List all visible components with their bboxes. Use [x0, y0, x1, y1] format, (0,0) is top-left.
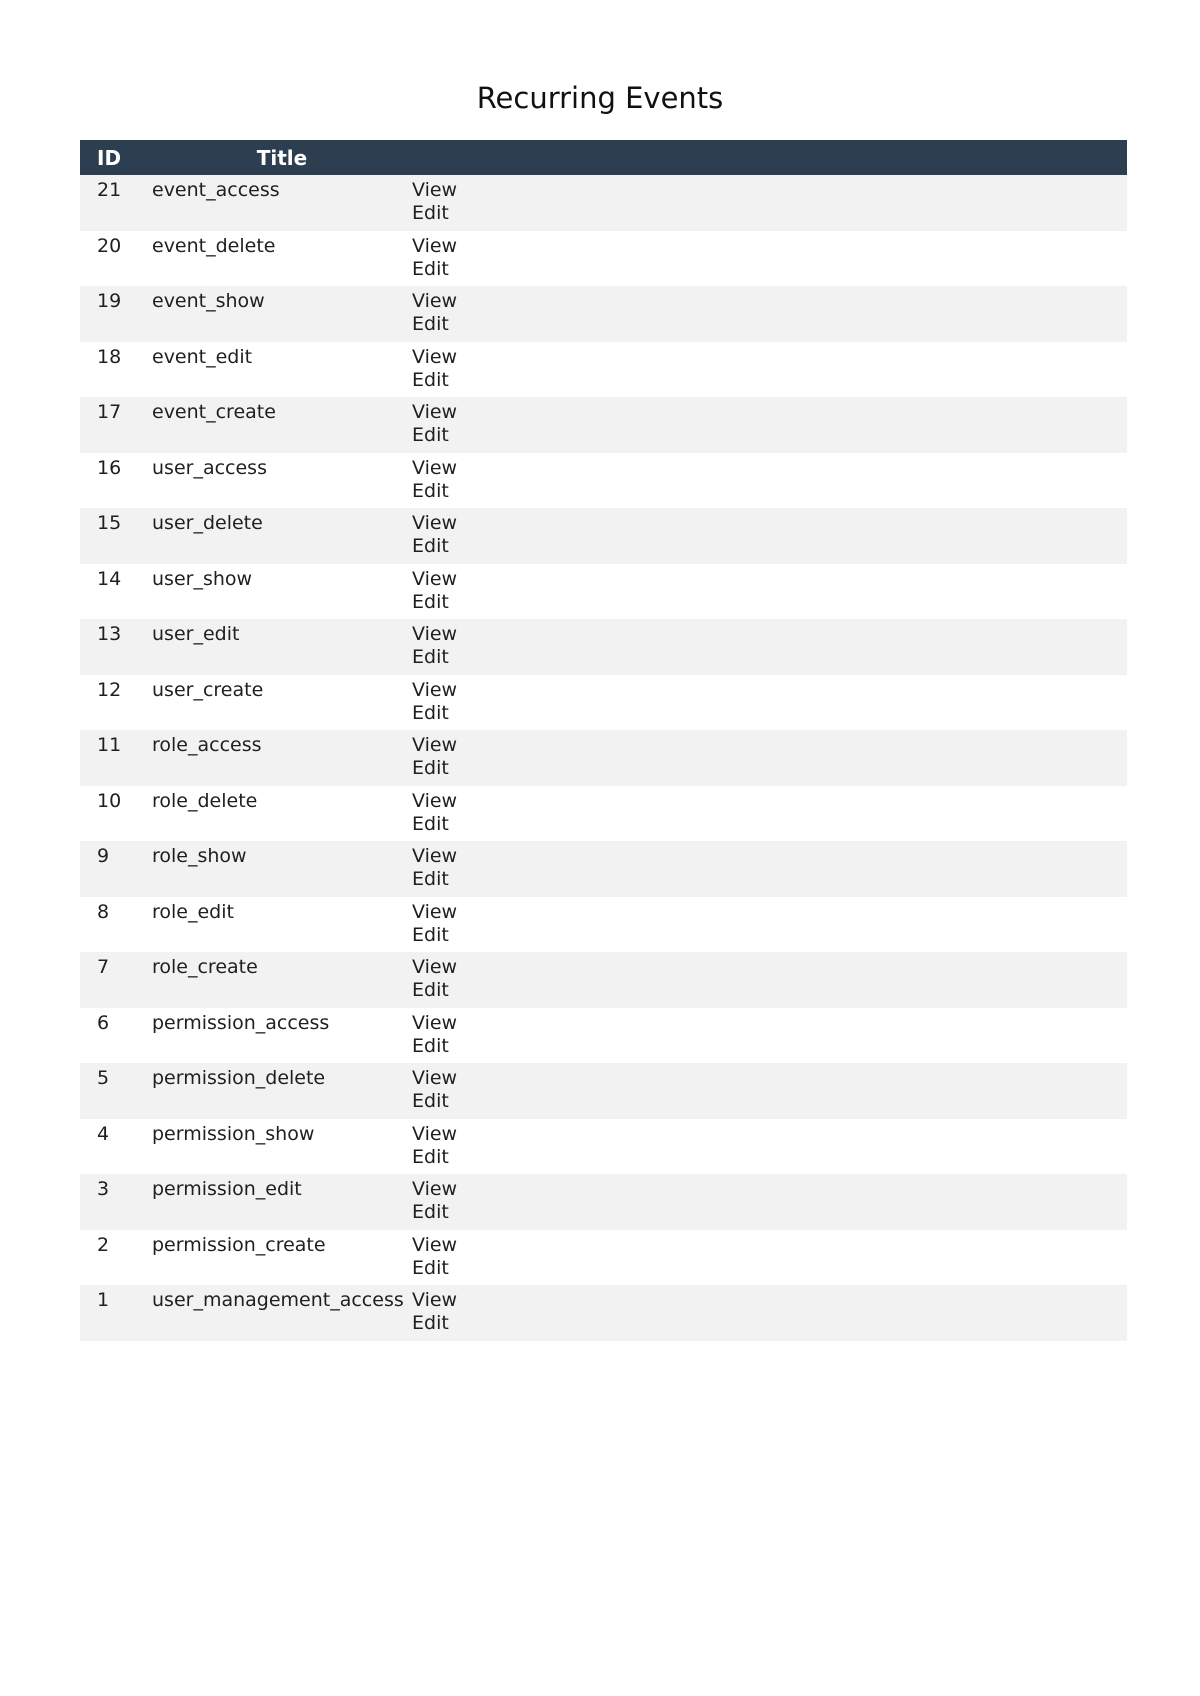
- view-link[interactable]: View: [412, 456, 458, 479]
- cell-actions: [412, 342, 1127, 398]
- edit-link[interactable]: Edit: [412, 868, 449, 890]
- cell-actions: [412, 1285, 1127, 1341]
- table-row: [80, 1119, 1127, 1175]
- view-link[interactable]: View: [412, 900, 458, 923]
- edit-link[interactable]: Edit: [412, 368, 449, 391]
- cell-title: user_delete: [152, 512, 263, 534]
- cell-id: 10: [97, 789, 122, 812]
- cell-actions: [412, 675, 1127, 731]
- edit-link[interactable]: Edit: [412, 1256, 449, 1279]
- edit-link[interactable]: Edit: [412, 646, 449, 668]
- table-row: [80, 619, 1127, 675]
- table-row: [80, 175, 1127, 231]
- cell-id: 3: [97, 1178, 110, 1200]
- edit-link[interactable]: Edit: [412, 479, 449, 502]
- view-link[interactable]: View: [412, 789, 458, 812]
- cell-title: user_edit: [152, 623, 240, 645]
- cell-id: 7: [97, 956, 110, 978]
- table-row: [80, 1008, 1127, 1064]
- cell-id: 16: [97, 456, 122, 479]
- table-row: [80, 508, 1127, 564]
- cell-actions: [412, 231, 1127, 287]
- view-link[interactable]: View: [412, 734, 458, 756]
- page-title: Recurring Events: [476, 81, 724, 115]
- cell-title: permission_delete: [152, 1067, 326, 1089]
- cell-id: 14: [97, 567, 122, 590]
- cell-actions: [412, 1008, 1127, 1064]
- events-table: [80, 140, 1127, 1341]
- edit-link[interactable]: Edit: [412, 257, 449, 280]
- edit-link[interactable]: Edit: [412, 1201, 449, 1223]
- cell-actions: [412, 841, 1127, 897]
- view-link[interactable]: View: [412, 1178, 458, 1200]
- cell-id: 6: [97, 1011, 110, 1034]
- edit-link[interactable]: Edit: [412, 701, 449, 724]
- edit-link[interactable]: Edit: [412, 812, 449, 835]
- cell-title: permission_create: [152, 1233, 326, 1256]
- edit-link[interactable]: Edit: [412, 1312, 449, 1334]
- view-link[interactable]: View: [412, 567, 458, 590]
- cell-id: 11: [97, 734, 122, 756]
- cell-title: role_edit: [152, 900, 234, 923]
- cell-actions: [412, 1119, 1127, 1175]
- table-row: [80, 397, 1127, 453]
- cell-title: role_access: [152, 734, 262, 756]
- cell-id: 5: [97, 1067, 110, 1089]
- edit-link[interactable]: Edit: [412, 535, 449, 557]
- cell-id: 4: [97, 1122, 110, 1145]
- cell-title: role_show: [152, 845, 247, 867]
- view-link[interactable]: View: [412, 179, 458, 201]
- table-row: [80, 1285, 1127, 1341]
- table-row: [80, 342, 1127, 398]
- view-link[interactable]: View: [412, 512, 458, 534]
- cell-actions: [412, 952, 1127, 1008]
- cell-id: 8: [97, 900, 110, 923]
- table-body: [80, 175, 1127, 1341]
- edit-link[interactable]: Edit: [412, 1034, 449, 1057]
- table-row: [80, 952, 1127, 1008]
- cell-title: user_management_access: [152, 1289, 404, 1311]
- edit-link[interactable]: Edit: [412, 979, 449, 1001]
- table-row: [80, 453, 1127, 509]
- table-row: [80, 897, 1127, 953]
- table-row: [80, 786, 1127, 842]
- view-link[interactable]: View: [412, 1011, 458, 1034]
- cell-title: role_create: [152, 956, 258, 978]
- cell-title: user_show: [152, 567, 253, 590]
- cell-actions: [412, 1174, 1127, 1230]
- table-header-row: [80, 140, 1127, 175]
- edit-link[interactable]: Edit: [412, 923, 449, 946]
- table-row: [80, 675, 1127, 731]
- cell-id: 18: [97, 345, 122, 368]
- table-row: [80, 1063, 1127, 1119]
- cell-id: 20: [97, 234, 122, 257]
- cell-id: 21: [97, 179, 122, 201]
- cell-actions: [412, 175, 1127, 231]
- cell-id: 2: [97, 1233, 110, 1256]
- view-link[interactable]: View: [412, 234, 458, 257]
- cell-title: user_access: [152, 456, 267, 479]
- view-link[interactable]: View: [412, 401, 458, 423]
- cell-actions: [412, 508, 1127, 564]
- edit-link[interactable]: Edit: [412, 202, 449, 224]
- cell-title: event_show: [152, 290, 265, 312]
- cell-title: permission_show: [152, 1122, 315, 1145]
- cell-title: user_create: [152, 678, 264, 701]
- cell-actions: [412, 1230, 1127, 1286]
- table-row: [80, 564, 1127, 620]
- cell-actions: [412, 564, 1127, 620]
- view-link[interactable]: View: [412, 623, 458, 645]
- cell-actions: [412, 397, 1127, 453]
- edit-link[interactable]: Edit: [412, 757, 449, 779]
- table-row: [80, 286, 1127, 342]
- cell-actions: [412, 1063, 1127, 1119]
- cell-id: 12: [97, 678, 122, 701]
- edit-link[interactable]: Edit: [412, 1090, 449, 1112]
- table-row: [80, 1174, 1127, 1230]
- view-link[interactable]: View: [412, 1289, 458, 1311]
- cell-title: role_delete: [152, 789, 258, 812]
- column-header-actions: [412, 140, 1127, 175]
- cell-id: 17: [97, 401, 122, 423]
- edit-link[interactable]: Edit: [412, 1145, 449, 1168]
- view-link[interactable]: View: [412, 845, 458, 867]
- column-header-title: Title: [256, 145, 308, 170]
- cell-actions: [412, 453, 1127, 509]
- edit-link[interactable]: Edit: [412, 590, 449, 613]
- cell-title: permission_access: [152, 1011, 330, 1034]
- cell-title: event_access: [152, 179, 280, 201]
- view-link[interactable]: View: [412, 956, 458, 978]
- table-row: [80, 1230, 1127, 1286]
- cell-title: event_edit: [152, 345, 253, 368]
- column-header-id: ID: [97, 145, 122, 170]
- cell-title: event_create: [152, 401, 276, 423]
- view-link[interactable]: View: [412, 1067, 458, 1089]
- cell-actions: [412, 897, 1127, 953]
- table-row: [80, 231, 1127, 287]
- cell-actions: [412, 730, 1127, 786]
- edit-link[interactable]: Edit: [412, 424, 449, 446]
- cell-id: 15: [97, 512, 122, 534]
- view-link[interactable]: View: [412, 345, 458, 368]
- view-link[interactable]: View: [412, 1122, 458, 1145]
- table-row: [80, 841, 1127, 897]
- view-link[interactable]: View: [412, 678, 458, 701]
- cell-id: 13: [97, 623, 122, 645]
- cell-id: 9: [97, 845, 110, 867]
- cell-actions: [412, 286, 1127, 342]
- view-link[interactable]: View: [412, 290, 458, 312]
- table-header: [80, 140, 1127, 175]
- view-link[interactable]: View: [412, 1233, 458, 1256]
- cell-title: event_delete: [152, 234, 276, 257]
- cell-actions: [412, 786, 1127, 842]
- table-row: [80, 730, 1127, 786]
- cell-actions: [412, 619, 1127, 675]
- edit-link[interactable]: Edit: [412, 313, 449, 335]
- cell-id: 1: [97, 1289, 110, 1311]
- cell-id: 19: [97, 290, 122, 312]
- cell-title: permission_edit: [152, 1178, 302, 1200]
